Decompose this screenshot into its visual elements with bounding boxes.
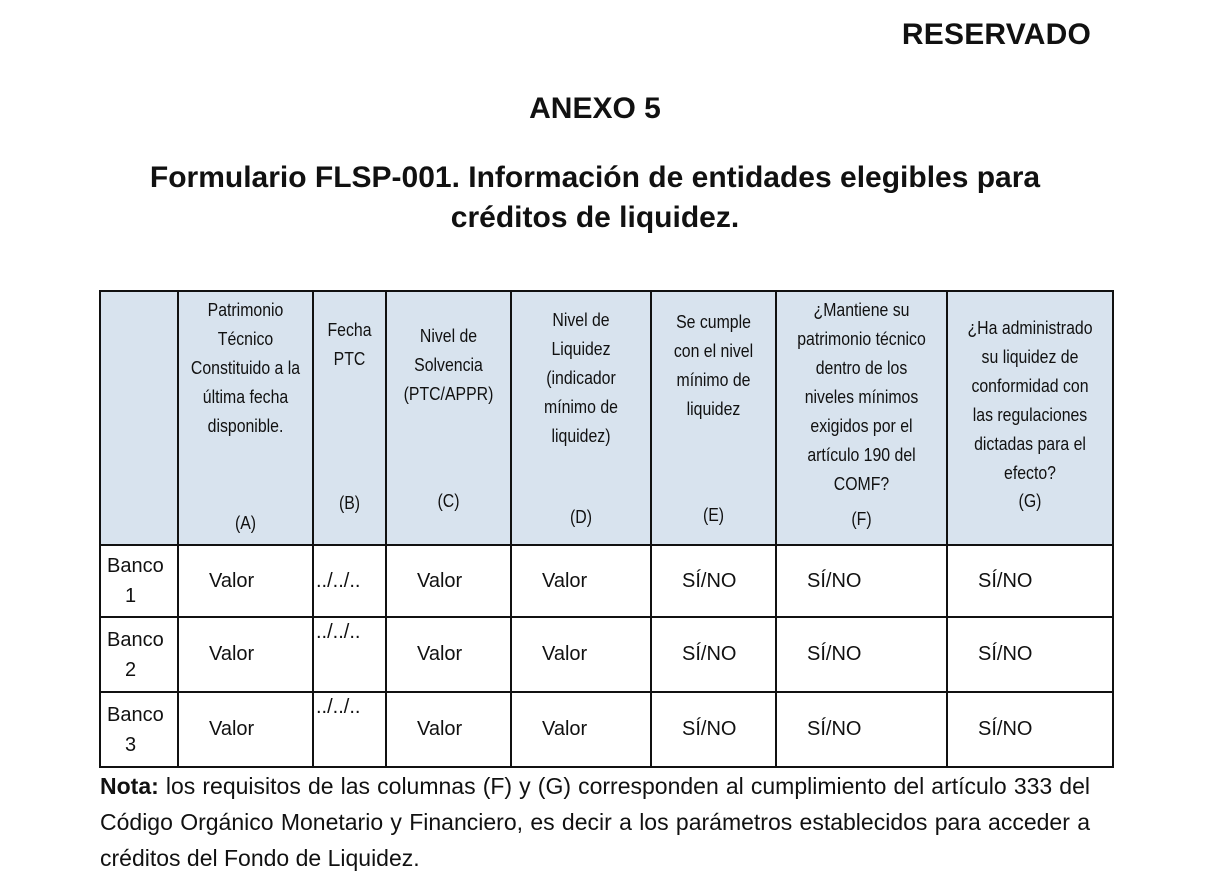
header-cell-g: ¿Ha administrado su liquidez de conformidad con las regulaciones dictadas para el efecto? (G) — [947, 291, 1113, 545]
cell-a: Valor — [178, 545, 313, 617]
row-label: Banco 3 — [100, 692, 178, 767]
cell-e: SÍ/NO — [651, 617, 776, 692]
header-cell-empty — [100, 291, 178, 545]
cell-d: Valor — [511, 617, 651, 692]
cell-g: SÍ/NO — [947, 545, 1113, 617]
row-label: Banco 1 — [100, 545, 178, 617]
cell-b: ../../.. — [313, 545, 386, 617]
table-row — [100, 545, 1113, 617]
cell-a: Valor — [178, 692, 313, 767]
cell-c: Valor — [386, 692, 511, 767]
cell-g: SÍ/NO — [947, 692, 1113, 767]
cell-b: ../../.. — [313, 617, 386, 692]
header-cell-c: Nivel de Solvencia (PTC/APPR) (C) — [386, 291, 511, 545]
cell-e: SÍ/NO — [651, 692, 776, 767]
cell-e: SÍ/NO — [651, 545, 776, 617]
annex-heading: ANEXO 5 — [529, 92, 661, 125]
classification-label: RESERVADO — [901, 18, 1091, 51]
header-cell-b: Fecha PTC (B) — [313, 291, 386, 545]
cell-a: Valor — [178, 617, 313, 692]
cell-c: Valor — [386, 617, 511, 692]
header-cell-f: ¿Mantiene su patrimonio técnico dentro de los niveles mínimos exigidos por el artículo 190 del COMF? (F) — [776, 291, 947, 545]
cell-f: SÍ/NO — [776, 617, 947, 692]
footnote-label: Nota: — [100, 773, 159, 799]
table-row — [100, 692, 1113, 767]
cell-b: ../../.. — [313, 692, 386, 767]
table-row — [100, 617, 1113, 692]
cell-d: Valor — [511, 692, 651, 767]
footnote — [100, 768, 1090, 876]
header-cell-d: Nivel de Liquidez (indicador mínimo de liquidez) (D) — [511, 291, 651, 545]
row-label: Banco 2 — [100, 617, 178, 692]
cell-g: SÍ/NO — [947, 617, 1113, 692]
cell-f: SÍ/NO — [776, 692, 947, 767]
eligible-entities-table — [99, 290, 1114, 768]
header-cell-a: Patrimonio Técnico Constituido a la última fecha disponible. (A) — [178, 291, 313, 545]
form-title: Formulario FLSP-001. Información de entidades elegibles para créditos de liquidez. — [149, 161, 1041, 234]
table-header-row — [100, 291, 1113, 545]
cell-f: SÍ/NO — [776, 545, 947, 617]
cell-c: Valor — [386, 545, 511, 617]
cell-d: Valor — [511, 545, 651, 617]
footnote-text: los requisitos de las columnas (F) y (G) corresponden al cumplimiento del artículo 333 del Código Orgánico Monetario y Financiero, es decir a los parámetros establecidos para acceder a créditos del Fondo de Liquidez. — [100, 773, 1090, 871]
header-cell-e: Se cumple con el nivel mínimo de liquidez (E) — [651, 291, 776, 545]
